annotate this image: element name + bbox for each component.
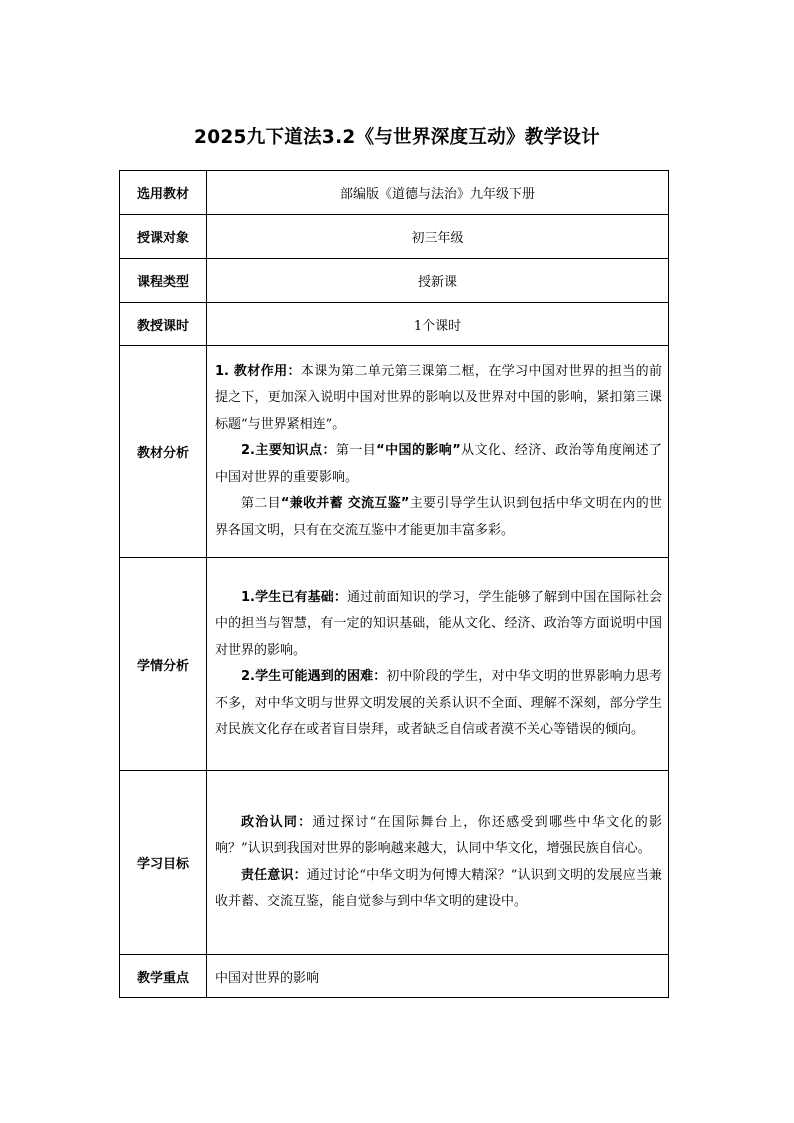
learners-paragraph-2 xyxy=(215,664,662,744)
row-label-objectives: 学习目标 xyxy=(120,771,207,955)
objectives-p2-text: 通过讨论“中华文明为何博大精深？”认识到文明的发展应当兼收并蓄、交流互鉴，能自觉参与到中华文明的建设中。 xyxy=(215,867,662,909)
table-row xyxy=(120,771,669,955)
row-label-learners: 学情分析 xyxy=(120,558,207,771)
row-value-audience: 初三年级 xyxy=(207,215,669,259)
learners-paragraph-1 xyxy=(215,585,662,665)
row-value-key-point: 中国对世界的影响 xyxy=(207,955,669,998)
row-label-textbook: 选用教材 xyxy=(120,171,207,215)
material-p2-text-b: 从文化、经济、政治等角度阐述了中国对世界的重要影响。 xyxy=(215,443,662,485)
objectives-p2-head: 责任意识： xyxy=(241,867,307,883)
objectives-p1-text: 通过探讨“在国际舞台上，你还感受到哪些中华文化的影响？”认识到我国对世界的影响越来越大，认同中华文化，增强民族自信心。 xyxy=(215,814,662,856)
material-paragraph-2 xyxy=(215,438,662,491)
row-value-learners xyxy=(207,558,669,771)
material-p3-text-b: 主要引导学生认识到包括中华文明在内的世界各国文明，只有在交流互鉴中才能更加丰富多彩。 xyxy=(215,496,662,538)
table-row xyxy=(120,558,669,771)
row-value-course-type: 授新课 xyxy=(207,259,669,303)
objectives-paragraph-1 xyxy=(215,810,662,863)
table-row xyxy=(120,955,669,998)
material-p2-bold: “中国的影响” xyxy=(376,443,461,459)
material-p3-text-a: 第二目 xyxy=(241,496,281,512)
material-p3-bold: “兼收并蓄 交流互鉴” xyxy=(280,496,410,512)
page-title: 2025九下道法3.2《与世界深度互动》教学设计 xyxy=(194,127,600,148)
row-value-textbook: 部编版《道德与法治》九年级下册 xyxy=(207,171,669,215)
objectives-p1-head: 政治认同： xyxy=(241,814,313,830)
material-p1-text: 本课为第二单元第三课第二框，在学习中国对世界的担当的前提之下，更加深入说明中国对世界的影响以及世界对中国的影响，紧扣第三课标题“与世界紧相连”。 xyxy=(215,363,662,432)
learners-p2-head: 2.学生可能遇到的困难： xyxy=(241,669,387,684)
row-label-course-type: 课程类型 xyxy=(120,259,207,303)
material-p1-head: 1. 教材作用： xyxy=(215,363,301,379)
table-row xyxy=(120,259,669,303)
row-label-hours: 教授课时 xyxy=(120,303,207,346)
row-value-material xyxy=(207,346,669,558)
row-label-material: 教材分析 xyxy=(120,346,207,558)
material-paragraph-1 xyxy=(215,359,662,439)
table-row xyxy=(120,303,669,346)
material-p2-text-a: 第一目 xyxy=(335,443,377,459)
row-label-audience: 授课对象 xyxy=(120,215,207,259)
learners-p1-head: 1.学生已有基础： xyxy=(241,589,348,605)
table-row xyxy=(120,171,669,215)
row-value-objectives xyxy=(207,771,669,955)
learners-p1-text: 通过前面知识的学习，学生能够了解到中国在国际社会中的担当与智慧，有一定的知识基础，能从文化、经济、政治等方面说明中国对世界的影响。 xyxy=(215,589,662,658)
row-value-hours: 1个课时 xyxy=(207,303,669,346)
objectives-paragraph-2 xyxy=(215,863,662,916)
table-row xyxy=(120,346,669,558)
material-paragraph-3 xyxy=(215,491,662,544)
row-label-key-point: 教学重点 xyxy=(120,955,207,998)
learners-p2-text: 初中阶段的学生，对中华文明的世界影响力思考不多，对中华文明与世界文明发展的关系认识不全面、理解不深刻，部分学生对民族文化存在或者盲目崇拜，或者缺乏自信或者漠不关心等错误的倾向。 xyxy=(215,669,662,737)
table-row xyxy=(120,215,669,259)
material-p2-head: 2.主要知识点： xyxy=(241,443,336,459)
lesson-plan-table xyxy=(119,170,669,998)
